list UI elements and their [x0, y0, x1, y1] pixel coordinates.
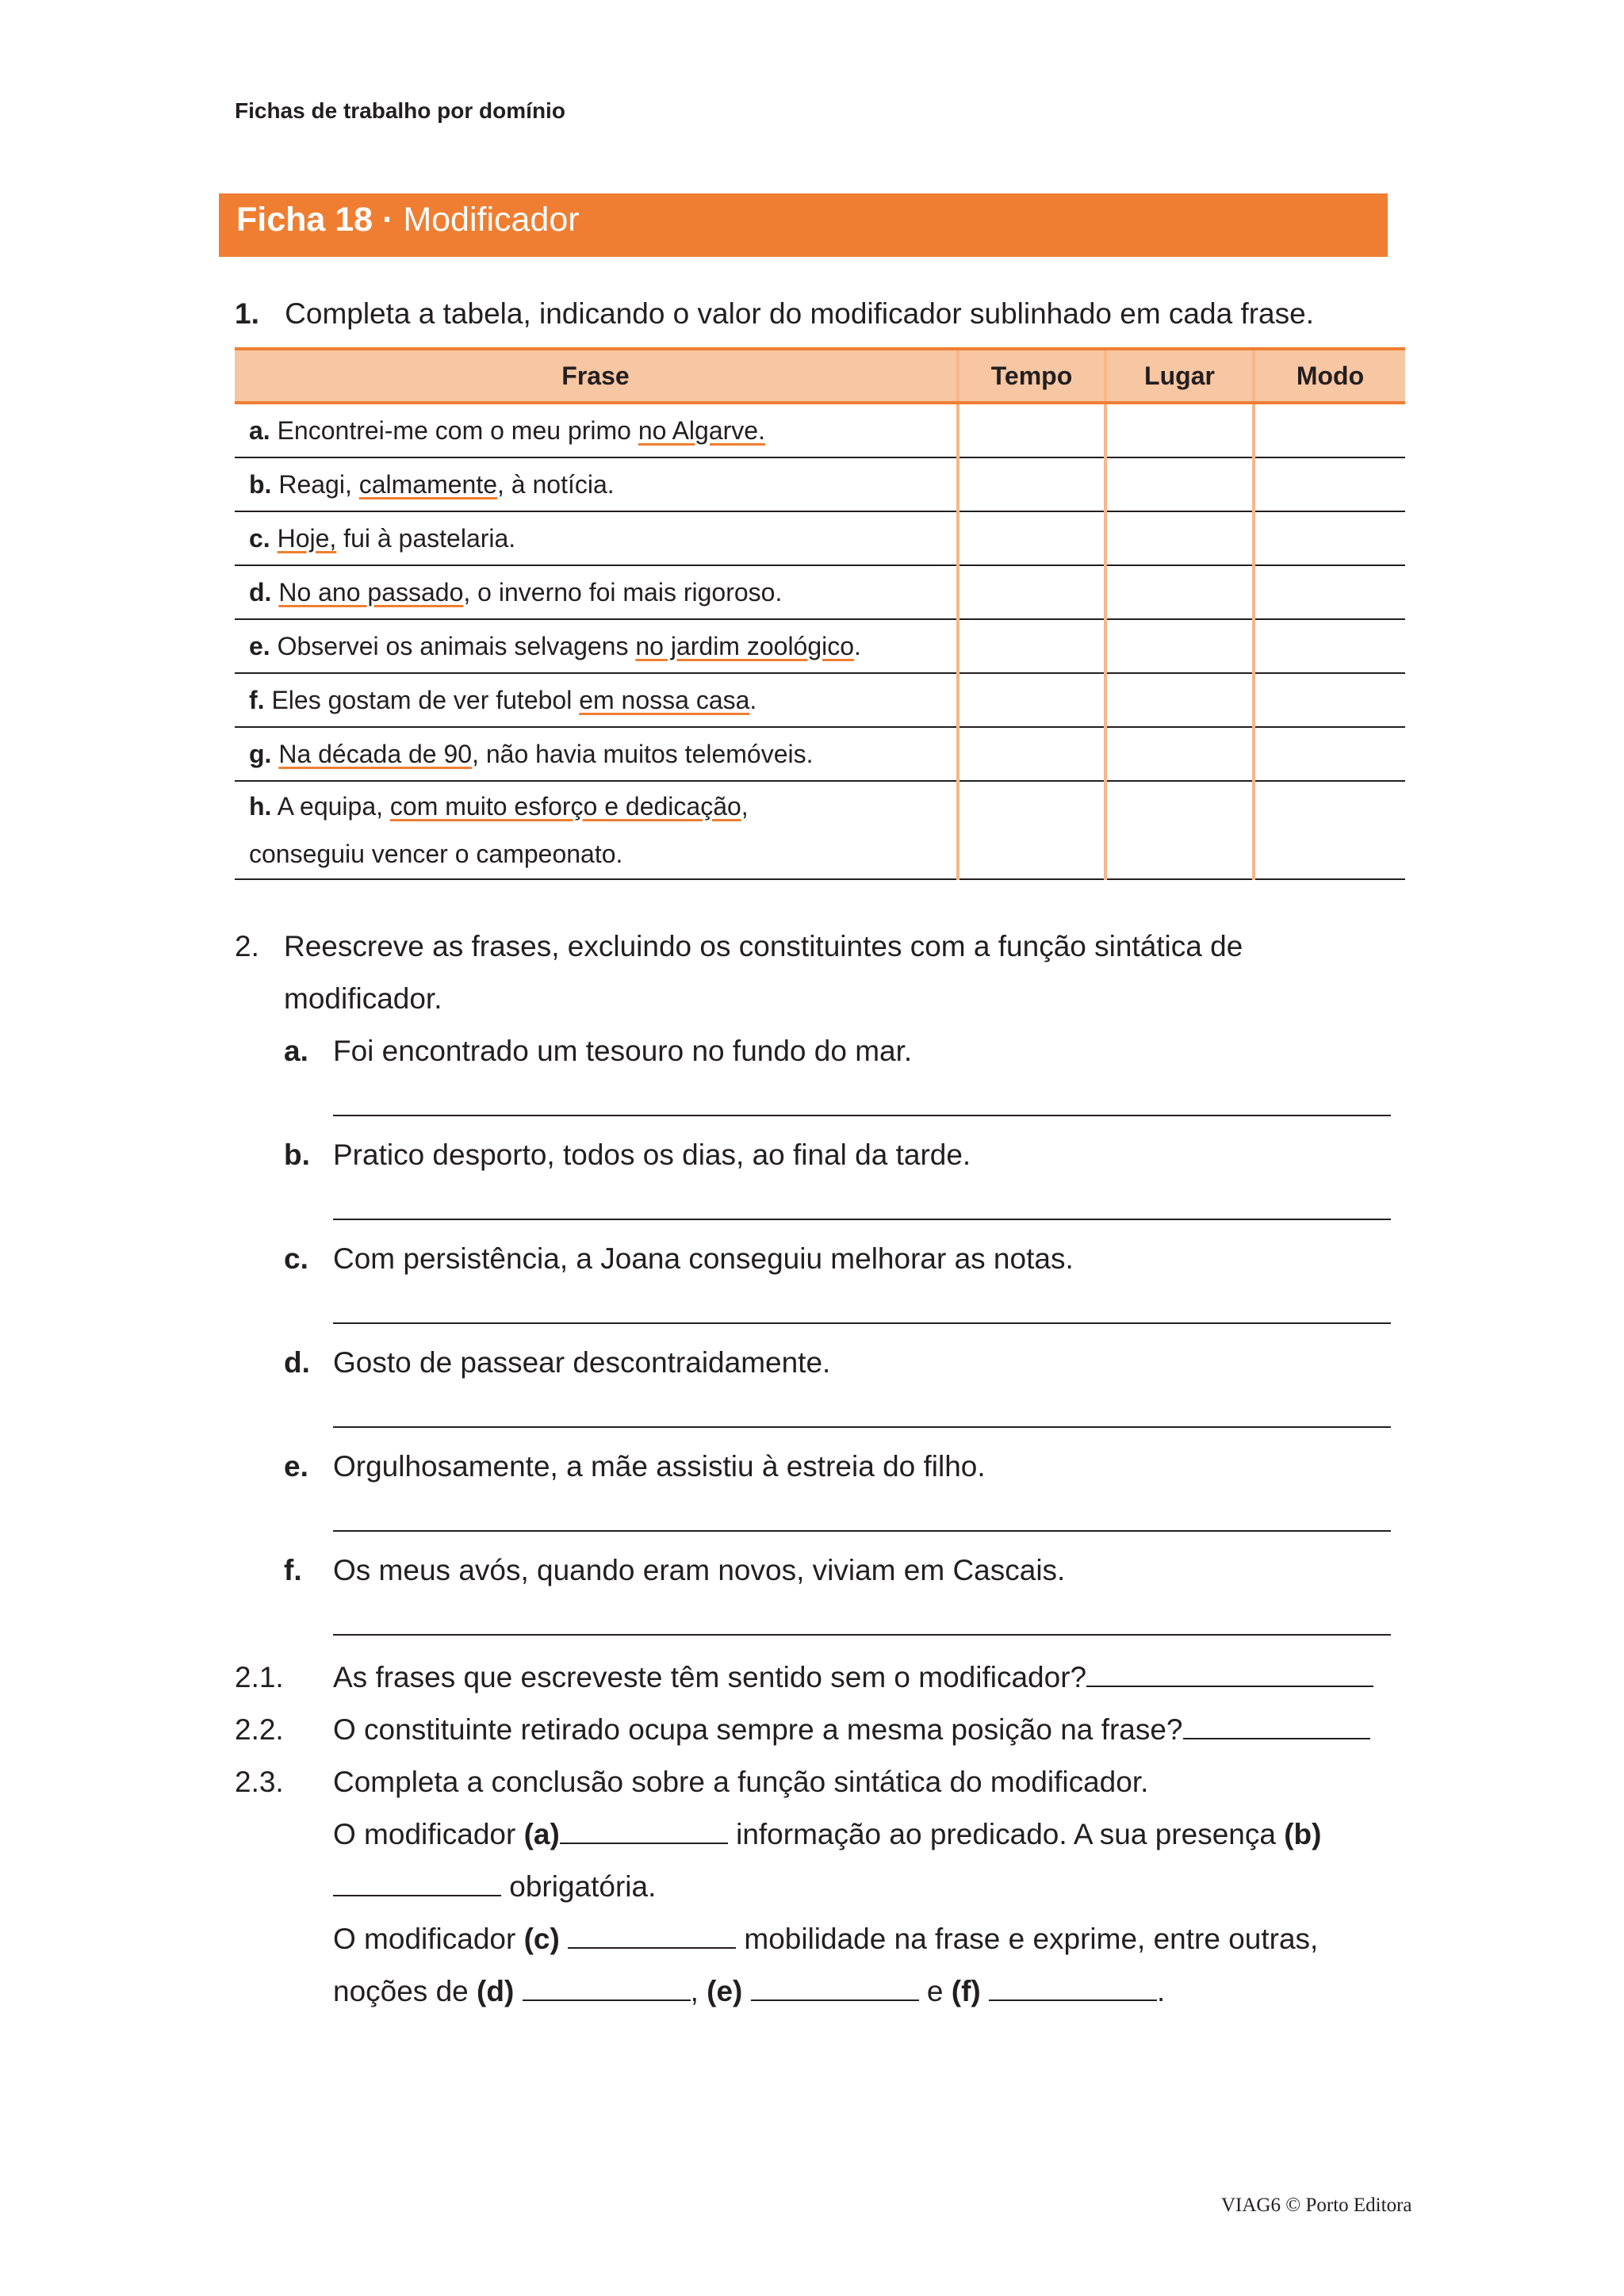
conclusion-text: O modificador	[333, 1818, 524, 1850]
answer-blank-a[interactable]	[560, 1819, 728, 1844]
sentence-letter: a.	[249, 415, 270, 445]
answer-cell-modo[interactable]	[1254, 511, 1405, 565]
item-sentence: Gosto de passear descontraidamente.	[333, 1346, 831, 1379]
question-1	[235, 297, 1314, 331]
underlined-modifier: calmamente	[358, 469, 498, 499]
sentence-text: conseguiu vencer o campeonato.	[249, 840, 623, 868]
sentence-text: Reagi,	[278, 469, 359, 499]
answer-line[interactable]	[333, 1219, 1391, 1220]
sentence-cell	[235, 403, 958, 457]
item-sentence: Pratico desporto, todos os dias, ao final da tarde.	[333, 1138, 971, 1171]
item-sentence: Orgulhosamente, a mãe assistiu à estreia do filho.	[333, 1450, 986, 1483]
conclusion-text: O modificador	[333, 1923, 524, 1955]
conclusion-text: noções de	[333, 1975, 477, 2007]
conclusion-line-3	[333, 1922, 1318, 1957]
answer-blank-e[interactable]	[751, 1976, 919, 2001]
underlined-modifier: No ano passado	[278, 577, 464, 607]
sentence-letter: b.	[249, 469, 272, 499]
underlined-modifier: Na década de 90	[278, 739, 473, 768]
sentence-text: A equipa,	[277, 792, 390, 821]
question-2-2-text: O constituinte retirado ocupa sempre a mesma posição na frase?	[333, 1713, 1183, 1746]
question-2-1	[333, 1660, 1373, 1695]
question-2-number: 2.	[235, 930, 259, 962]
answer-line[interactable]	[333, 1115, 1391, 1116]
table-row	[235, 781, 1405, 879]
col-lugar: Lugar	[1105, 349, 1254, 403]
sentence-text: .	[854, 631, 861, 660]
answer-blank-2-1[interactable]	[1086, 1662, 1373, 1687]
sentence-cell	[235, 457, 958, 511]
answer-cell-modo[interactable]	[1254, 727, 1405, 781]
answer-line[interactable]	[333, 1634, 1391, 1636]
question-2-3-number: 2.3.	[235, 1766, 284, 1798]
col-tempo: Tempo	[958, 349, 1105, 403]
question-1-text: Completa a tabela, indicando o valor do modificador sublinhado em cada frase.	[285, 297, 1314, 330]
sentence-text: Encontrei-me com o meu primo	[277, 415, 638, 445]
underlined-modifier: Hoje,	[277, 523, 337, 553]
sentence-text: Eles gostam de ver futebol	[271, 685, 580, 714]
sentence-cell	[235, 727, 958, 781]
underlined-modifier: com muito esforço e dedicação	[389, 792, 741, 821]
question-2-1-number: 2.1.	[235, 1661, 284, 1693]
sentence-text: .	[749, 685, 757, 714]
answer-blank-f[interactable]	[989, 1976, 1157, 2001]
answer-line[interactable]	[333, 1530, 1391, 1532]
blank-label-d: (d)	[477, 1975, 515, 2007]
answer-line[interactable]	[333, 1426, 1391, 1428]
underlined-modifier: em nossa casa	[579, 685, 750, 714]
answer-cell-lugar[interactable]	[1105, 619, 1254, 673]
conclusion-line-2	[333, 1869, 656, 1904]
sentence-text: fui à pastelaria.	[336, 523, 516, 553]
item-sentence: Foi encontrado um tesouro no fundo do mar.	[333, 1035, 913, 1067]
underlined-modifier: no jardim zoológico	[635, 631, 855, 660]
sentence-letter: h.	[249, 792, 272, 821]
worksheet-title	[219, 193, 1388, 257]
sentence-text: , à notícia.	[497, 469, 615, 499]
answer-cell-tempo[interactable]	[958, 565, 1105, 619]
answer-cell-lugar[interactable]	[1105, 457, 1254, 511]
conclusion-text: informação ao predicado. A sua presença	[727, 1818, 1285, 1850]
item-sentence: Os meus avós, quando eram novos, viviam em Cascais.	[333, 1554, 1066, 1586]
sentence-letter: g.	[249, 739, 272, 768]
sentence-letter: e.	[249, 631, 270, 660]
question-2-1-text: As frases que escreveste têm sentido sem o modificador?	[333, 1661, 1087, 1693]
answer-cell-lugar[interactable]	[1105, 511, 1254, 565]
question-1-number: 1.	[235, 297, 259, 330]
question-2-2-number: 2.2.	[235, 1713, 284, 1746]
conclusion-text: obrigatória.	[501, 1870, 657, 1903]
sentence-cell	[235, 511, 958, 565]
blank-label-c: (c)	[523, 1923, 560, 1955]
sentence-cell	[235, 673, 958, 727]
answer-blank-2-2[interactable]	[1183, 1714, 1370, 1739]
answer-cell-lugar[interactable]	[1105, 565, 1254, 619]
answer-cell-modo[interactable]	[1254, 619, 1405, 673]
item-sentence: Com persistência, a Joana conseguiu melhorar as notas.	[333, 1242, 1074, 1275]
item-letter: a.	[284, 1035, 308, 1067]
answer-cell-tempo[interactable]	[958, 457, 1105, 511]
answer-cell-modo[interactable]	[1254, 673, 1405, 727]
answer-line[interactable]	[333, 1322, 1391, 1324]
answer-cell-lugar[interactable]	[1105, 673, 1254, 727]
sentence-letter: c.	[249, 523, 270, 553]
item-letter: c.	[284, 1242, 308, 1275]
blank-label-b: (b)	[1284, 1818, 1322, 1850]
modifier-table	[235, 347, 1405, 880]
conclusion-text: ,	[690, 1975, 699, 2007]
question-2-line1: Reescreve as frases, excluindo os constituintes com a função sintática de	[284, 930, 1243, 962]
sentence-cell	[235, 781, 958, 879]
answer-cell-tempo[interactable]	[958, 511, 1105, 565]
title-number: Ficha 18 ·	[236, 201, 394, 239]
answer-cell-modo[interactable]	[1254, 457, 1405, 511]
col-modo: Modo	[1254, 349, 1405, 403]
sentence-cell	[235, 565, 958, 619]
col-frase: Frase	[235, 349, 958, 403]
answer-cell-lugar[interactable]	[1105, 781, 1254, 879]
blank-label-e: (e)	[707, 1975, 743, 2007]
answer-blank-b[interactable]	[333, 1871, 501, 1896]
item-letter: f.	[284, 1554, 302, 1586]
conclusion-text: .	[1157, 1975, 1166, 2007]
table-row	[235, 727, 1405, 781]
table-row	[235, 511, 1405, 565]
answer-blank-d[interactable]	[523, 1976, 691, 2001]
copyright-footer: VIAG6 © Porto Editora	[1221, 2195, 1412, 2216]
table-row	[235, 403, 1405, 457]
sentence-text: ,	[741, 792, 749, 821]
question-2-3-text: Completa a conclusão sobre a função sintática do modificador.	[333, 1766, 1149, 1798]
item-letter: e.	[284, 1450, 308, 1483]
underlined-modifier: no Algarve.	[638, 415, 765, 445]
answer-cell-tempo[interactable]	[958, 619, 1105, 673]
conclusion-text: mobilidade na frase e exprime, entre outras,	[736, 1923, 1319, 1955]
answer-cell-lugar[interactable]	[1105, 727, 1254, 781]
answer-cell-tempo[interactable]	[958, 403, 1105, 457]
page-header: Fichas de trabalho por domínio	[235, 98, 565, 123]
answer-blank-c[interactable]	[568, 1923, 736, 1949]
answer-cell-lugar[interactable]	[1105, 403, 1254, 457]
answer-cell-modo[interactable]	[1254, 403, 1405, 457]
title-topic: Modificador	[403, 201, 580, 239]
sentence-text: , o inverno foi mais rigoroso.	[463, 577, 783, 607]
sentence-text: , não havia muitos telemóveis.	[472, 739, 814, 768]
answer-cell-tempo[interactable]	[958, 727, 1105, 781]
sentence-text: Observei os animais selvagens	[277, 631, 636, 660]
sentence-letter: f.	[249, 685, 265, 714]
question-2-line2: modificador.	[284, 982, 442, 1015]
table-row	[235, 619, 1405, 673]
table-row	[235, 457, 1405, 511]
blank-label-a: (a)	[523, 1818, 560, 1850]
conclusion-line-4	[333, 1974, 1165, 2009]
table-row	[235, 673, 1405, 727]
item-letter: b.	[284, 1138, 310, 1171]
question-2-2	[333, 1712, 1370, 1747]
answer-cell-tempo[interactable]	[958, 781, 1105, 879]
answer-cell-modo[interactable]	[1254, 781, 1405, 879]
answer-cell-modo[interactable]	[1254, 565, 1405, 619]
sentence-letter: d.	[249, 577, 272, 607]
conclusion-line-1	[333, 1817, 1321, 1852]
conclusion-text: e	[918, 1975, 952, 2007]
sentence-cell	[235, 619, 958, 673]
table-row	[235, 565, 1405, 619]
blank-label-f: (f)	[951, 1975, 981, 2007]
answer-cell-tempo[interactable]	[958, 673, 1105, 727]
item-letter: d.	[284, 1346, 310, 1379]
